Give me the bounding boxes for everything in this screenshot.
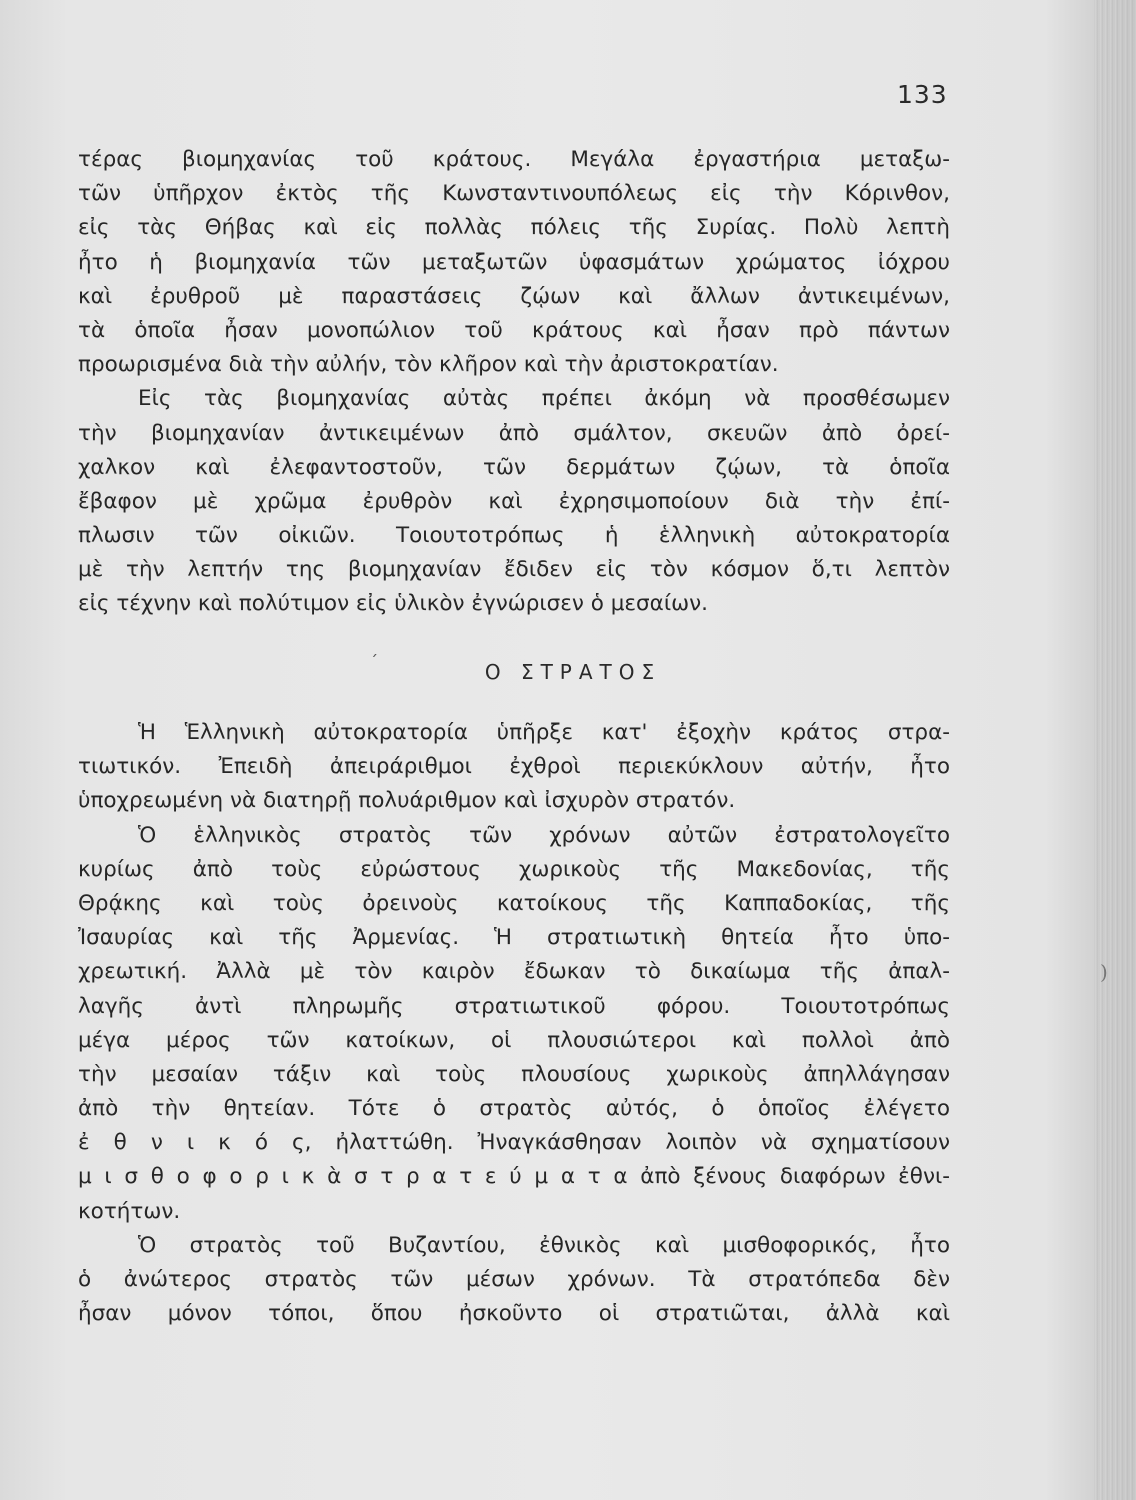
text-line: ἀπὸ τὴν θητείαν. Τότε ὁ στρατὸς αὐτός, ὁ ὁποῖος ἐλέγετο <box>78 1096 950 1122</box>
text-line: ἦσαν μόνον τόποι, ὅπου ἠσκοῦντο οἱ στρατιῶται, ἀλλὰ καὶ <box>78 1301 950 1327</box>
text-line: Ὁ ἑλληνικὸς στρατὸς τῶν χρόνων αὐτῶν ἐστρατολογεῖτο <box>138 822 950 848</box>
stray-mark: ´ <box>370 652 378 671</box>
page-number: 133 <box>897 80 948 109</box>
text-line: Ὁ στρατὸς τοῦ Βυζαντίου, ἐθνικὸς καὶ μισθοφορικός, ἦτο <box>138 1232 950 1258</box>
text-line: πλωσιν τῶν οἰκιῶν. Τοιουτοτρόπως ἡ ἑλληνικὴ αὐτοκρατορία <box>78 523 950 549</box>
text-line: χαλκον καὶ ἐλεφαντοστοῦν, τῶν δερμάτων ζῴων, τὰ ὁποῖα <box>78 454 950 480</box>
text-line: τιωτικόν. Ἐπειδὴ ἀπειράριθμοι ἐχθροὶ περιεκύκλουν αὐτήν, ἦτο <box>78 754 950 780</box>
text-line: εἰς τὰς Θήβας καὶ εἰς πολλὰς πόλεις τῆς Συρίας. Πολὺ λεπτὴ <box>78 215 950 241</box>
section-title: Ο ΣΤΡΑΤΟΣ <box>484 660 662 684</box>
text-line: τὴν βιομηχανίαν ἀντικειμένων ἀπὸ σμάλτον, σκευῶν ἀπὸ ὀρεί- <box>78 420 950 446</box>
text-line: μ ι σ θ ο φ ο ρ ι κ ὰ σ τ ρ α τ ε ύ μ α τ α ἀπὸ ξένους διαφόρων ἐθνι- <box>78 1164 950 1190</box>
text-line: προωρισμένα διὰ τὴν αὐλήν, τὸν κλῆρον καὶ τὴν ἀριστοκρατίαν. <box>78 352 779 378</box>
text-line: χρεωτική. Ἀλλὰ μὲ τὸν καιρὸν ἔδωκαν τὸ δικαίωμα τῆς ἀπαλ- <box>78 959 950 985</box>
text-line: κοτήτων. <box>78 1198 181 1224</box>
text-line: ἔβαφον μὲ χρῶμα ἐρυθρὸν καὶ ἐχρησιμοποίουν διὰ τὴν ἐπί- <box>78 488 950 514</box>
text-line: τὴν μεσαίαν τάξιν καὶ τοὺς πλουσίους χωρικοὺς ἀπηλλάγησαν <box>78 1061 950 1087</box>
text-line: Θρᾴκης καὶ τοὺς ὀρεινοὺς κατοίκους τῆς Καππαδοκίας, τῆς <box>78 890 950 916</box>
margin-mark: ) <box>1100 960 1108 984</box>
text-line: ὑποχρεωμένη νὰ διατηρῇ πολυάριθμον καὶ ἰσχυρὸν στρατόν. <box>78 788 736 814</box>
text-line: τέρας βιομηχανίας τοῦ κράτους. Μεγάλα ἐργαστήρια μεταξω- <box>78 147 950 172</box>
text-line: ὁ ἀνώτερος στρατὸς τῶν μέσων χρόνων. Τὰ στρατόπεδα δὲν <box>78 1267 950 1292</box>
text-line: καὶ ἐρυθροῦ μὲ παραστάσεις ζῴων καὶ ἄλλων ἀντικειμένων, <box>78 283 950 309</box>
text-line: ἐ θ ν ι κ ό ς, ἠλαττώθη. Ἠναγκάσθησαν λοιπὸν νὰ σχηματίσουν <box>78 1130 950 1156</box>
text-line: τῶν ὑπῆρχον ἐκτὸς τῆς Κωνσταντινουπόλεως εἰς τὴν Κόρινθον, <box>78 181 950 207</box>
text-line: Ἰσαυρίας καὶ τῆς Ἀρμενίας. Ἡ στρατιωτικὴ θητεία ἦτο ὑπο- <box>78 925 950 951</box>
text-line: κυρίως ἀπὸ τοὺς εὐρώστους χωρικοὺς τῆς Μακεδονίας, τῆς <box>78 856 950 882</box>
text-line: μέγα μέρος τῶν κατοίκων, οἱ πλουσιώτεροι καὶ πολλοὶ ἀπὸ <box>78 1027 950 1053</box>
text-line: μὲ τὴν λεπτήν της βιομηχανίαν ἔδιδεν εἰς τὸν κόσμον ὅ,τι λεπτὸν <box>78 557 950 583</box>
page-edge <box>1094 0 1136 1500</box>
text-line: Εἰς τὰς βιομηχανίας αὐτὰς πρέπει ἀκόμη νὰ προσθέσωμεν <box>138 386 950 412</box>
text-line: ἦτο ἡ βιομηχανία τῶν μεταξωτῶν ὑφασμάτων χρώματος ἰόχρου <box>78 249 950 275</box>
paragraph-block-industry <box>78 143 950 622</box>
text-line: εἰς τέχνην καὶ πολύτιμον εἰς ὑλικὸν ἐγνώρισεν ὁ μεσαίων. <box>78 591 708 617</box>
paragraph-block-army <box>78 716 950 1331</box>
text-line: Ἡ Ἑλληνικὴ αὐτοκρατορία ὑπῆρξε κατ' ἐξοχὴν κράτος στρα- <box>138 720 950 745</box>
text-line: τὰ ὁποῖα ἦσαν μονοπώλιον τοῦ κράτους καὶ ἦσαν πρὸ πάντων <box>78 317 950 343</box>
text-line: λαγῆς ἀντὶ πληρωμῆς στρατιωτικοῦ φόρου. Τοιουτοτρόπως <box>78 993 950 1019</box>
